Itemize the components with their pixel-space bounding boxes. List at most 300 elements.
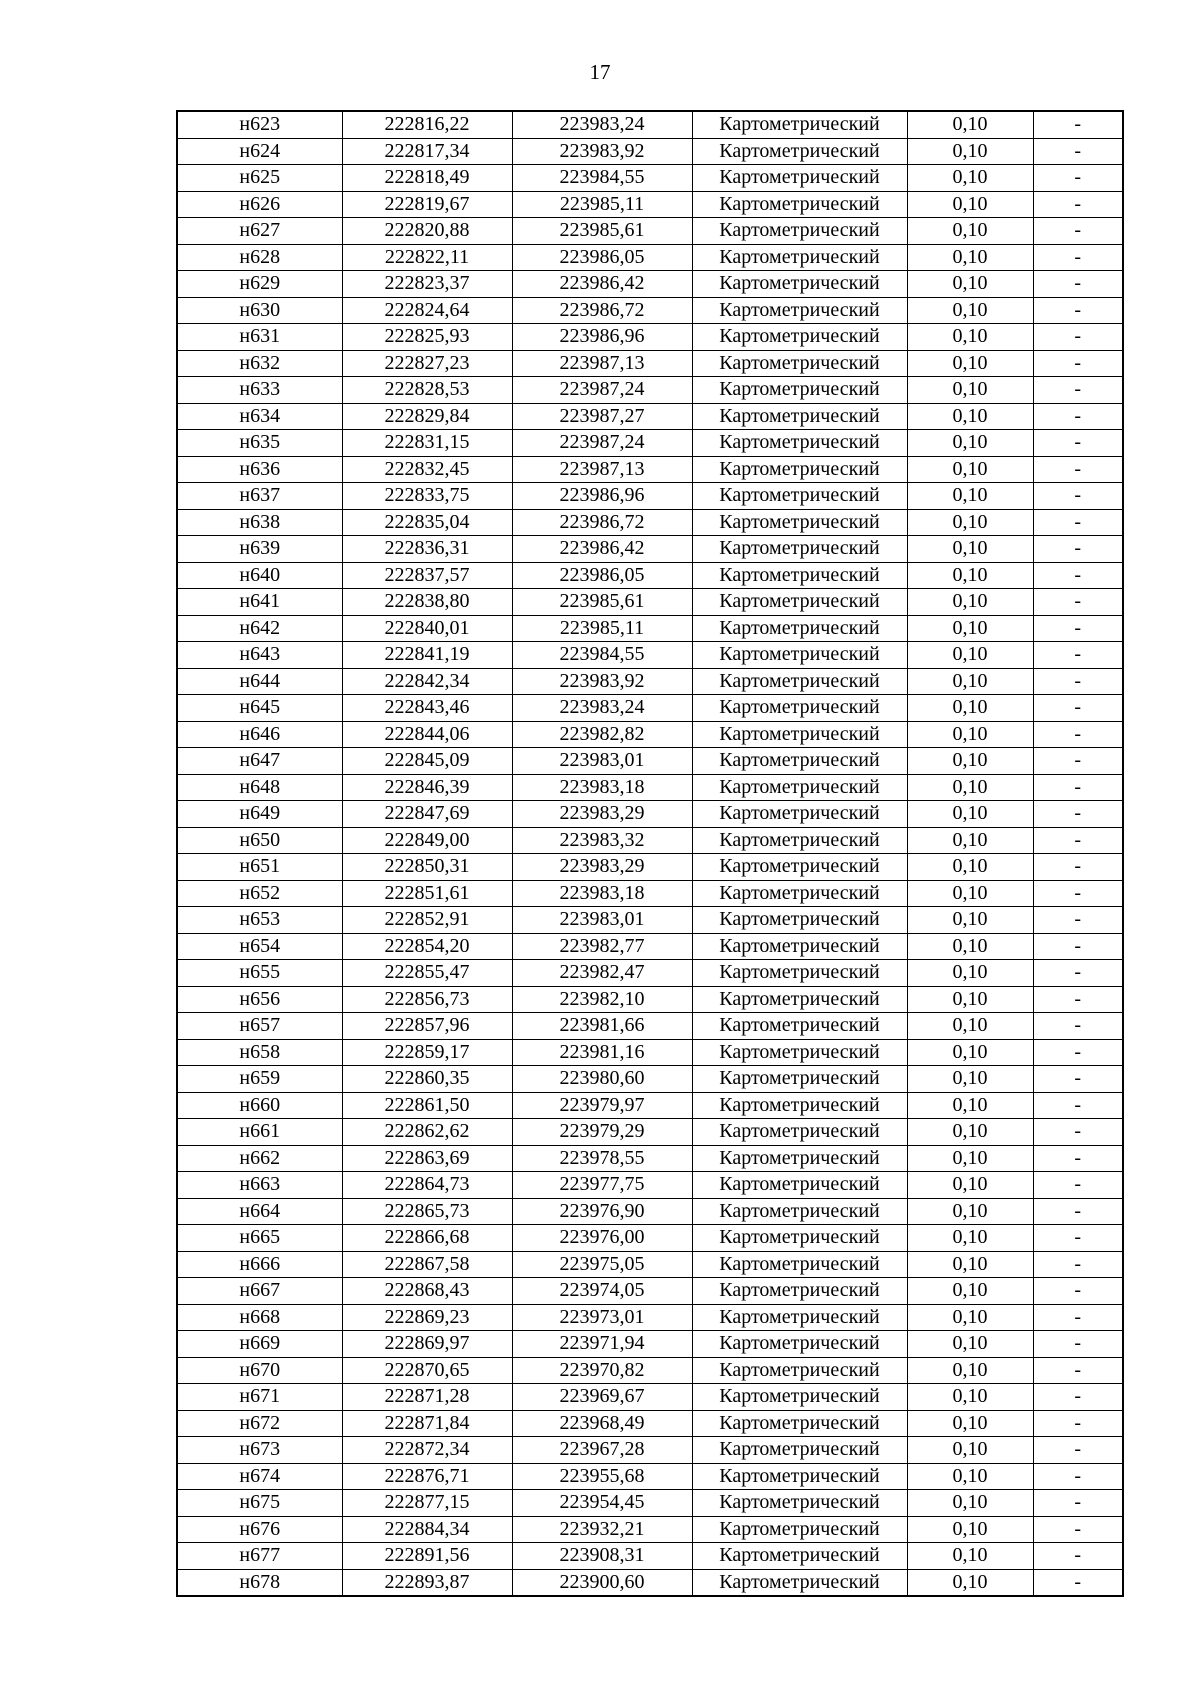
point-name-cell: н668 <box>177 1304 342 1331</box>
table-row <box>177 1463 1123 1490</box>
accuracy-cell: 0,10 <box>907 403 1033 430</box>
table-row <box>177 960 1123 987</box>
table-row <box>177 748 1123 775</box>
table-row <box>177 1013 1123 1040</box>
note-cell: - <box>1033 854 1123 881</box>
point-name-cell: н630 <box>177 297 342 324</box>
accuracy-cell: 0,10 <box>907 1251 1033 1278</box>
y-coordinate-cell: 223971,94 <box>512 1331 692 1358</box>
method-cell: Картометрический <box>692 1331 907 1358</box>
table-row <box>177 350 1123 377</box>
table-row <box>177 138 1123 165</box>
x-coordinate-cell: 222877,15 <box>342 1490 512 1517</box>
x-coordinate-cell: 222829,84 <box>342 403 512 430</box>
x-coordinate-cell: 222827,23 <box>342 350 512 377</box>
point-name-cell: н628 <box>177 244 342 271</box>
page-number: 17 <box>589 60 611 84</box>
accuracy-cell: 0,10 <box>907 1437 1033 1464</box>
point-name-cell: н643 <box>177 642 342 669</box>
x-coordinate-cell: 222820,88 <box>342 218 512 245</box>
note-cell: - <box>1033 589 1123 616</box>
x-coordinate-cell: 222861,50 <box>342 1092 512 1119</box>
y-coordinate-cell: 223983,01 <box>512 907 692 934</box>
table-row <box>177 1225 1123 1252</box>
table-row <box>177 111 1123 138</box>
accuracy-cell: 0,10 <box>907 324 1033 351</box>
y-coordinate-cell: 223983,18 <box>512 774 692 801</box>
table-row <box>177 483 1123 510</box>
y-coordinate-cell: 223983,92 <box>512 138 692 165</box>
x-coordinate-cell: 222891,56 <box>342 1543 512 1570</box>
table-row <box>177 1331 1123 1358</box>
note-cell: - <box>1033 774 1123 801</box>
accuracy-cell: 0,10 <box>907 1145 1033 1172</box>
x-coordinate-cell: 222841,19 <box>342 642 512 669</box>
y-coordinate-cell: 223976,90 <box>512 1198 692 1225</box>
note-cell: - <box>1033 668 1123 695</box>
x-coordinate-cell: 222871,84 <box>342 1410 512 1437</box>
method-cell: Картометрический <box>692 111 907 138</box>
x-coordinate-cell: 222817,34 <box>342 138 512 165</box>
x-coordinate-cell: 222855,47 <box>342 960 512 987</box>
point-name-cell: н623 <box>177 111 342 138</box>
method-cell: Картометрический <box>692 774 907 801</box>
x-coordinate-cell: 222846,39 <box>342 774 512 801</box>
y-coordinate-cell: 223982,77 <box>512 933 692 960</box>
method-cell: Картометрический <box>692 1278 907 1305</box>
table-row <box>177 218 1123 245</box>
y-coordinate-cell: 223975,05 <box>512 1251 692 1278</box>
table-row <box>177 854 1123 881</box>
accuracy-cell: 0,10 <box>907 1463 1033 1490</box>
note-cell: - <box>1033 642 1123 669</box>
accuracy-cell: 0,10 <box>907 615 1033 642</box>
method-cell: Картометрический <box>692 271 907 298</box>
y-coordinate-cell: 223983,24 <box>512 695 692 722</box>
point-name-cell: н659 <box>177 1066 342 1093</box>
method-cell: Картометрический <box>692 1251 907 1278</box>
accuracy-cell: 0,10 <box>907 1490 1033 1517</box>
method-cell: Картометрический <box>692 1092 907 1119</box>
note-cell: - <box>1033 960 1123 987</box>
y-coordinate-cell: 223969,67 <box>512 1384 692 1411</box>
point-name-cell: н664 <box>177 1198 342 1225</box>
point-name-cell: н638 <box>177 509 342 536</box>
y-coordinate-cell: 223981,66 <box>512 1013 692 1040</box>
accuracy-cell: 0,10 <box>907 642 1033 669</box>
x-coordinate-cell: 222856,73 <box>342 986 512 1013</box>
accuracy-cell: 0,10 <box>907 165 1033 192</box>
note-cell: - <box>1033 1119 1123 1146</box>
x-coordinate-cell: 222852,91 <box>342 907 512 934</box>
note-cell: - <box>1033 562 1123 589</box>
method-cell: Картометрический <box>692 509 907 536</box>
x-coordinate-cell: 222823,37 <box>342 271 512 298</box>
method-cell: Картометрический <box>692 377 907 404</box>
x-coordinate-cell: 222876,71 <box>342 1463 512 1490</box>
accuracy-cell: 0,10 <box>907 1119 1033 1146</box>
method-cell: Картометрический <box>692 138 907 165</box>
x-coordinate-cell: 222825,93 <box>342 324 512 351</box>
point-name-cell: н641 <box>177 589 342 616</box>
y-coordinate-cell: 223983,92 <box>512 668 692 695</box>
note-cell: - <box>1033 1145 1123 1172</box>
method-cell: Картометрический <box>692 244 907 271</box>
point-name-cell: н648 <box>177 774 342 801</box>
y-coordinate-cell: 223983,29 <box>512 801 692 828</box>
method-cell: Картометрический <box>692 1543 907 1570</box>
note-cell: - <box>1033 721 1123 748</box>
y-coordinate-cell: 223986,05 <box>512 562 692 589</box>
point-name-cell: н662 <box>177 1145 342 1172</box>
table-row <box>177 1357 1123 1384</box>
accuracy-cell: 0,10 <box>907 1331 1033 1358</box>
table-row <box>177 1251 1123 1278</box>
method-cell: Картометрический <box>692 1384 907 1411</box>
method-cell: Картометрический <box>692 297 907 324</box>
table-row <box>177 456 1123 483</box>
method-cell: Картометрический <box>692 430 907 457</box>
table-row <box>177 1278 1123 1305</box>
accuracy-cell: 0,10 <box>907 483 1033 510</box>
note-cell: - <box>1033 324 1123 351</box>
method-cell: Картометрический <box>692 1516 907 1543</box>
point-name-cell: н634 <box>177 403 342 430</box>
table-row <box>177 562 1123 589</box>
note-cell: - <box>1033 1463 1123 1490</box>
table-row <box>177 165 1123 192</box>
point-name-cell: н642 <box>177 615 342 642</box>
accuracy-cell: 0,10 <box>907 1013 1033 1040</box>
table-row <box>177 1039 1123 1066</box>
x-coordinate-cell: 222849,00 <box>342 827 512 854</box>
method-cell: Картометрический <box>692 1013 907 1040</box>
method-cell: Картометрический <box>692 1119 907 1146</box>
table-row <box>177 324 1123 351</box>
method-cell: Картометрический <box>692 456 907 483</box>
accuracy-cell: 0,10 <box>907 218 1033 245</box>
table-row <box>177 403 1123 430</box>
y-coordinate-cell: 223987,27 <box>512 403 692 430</box>
accuracy-cell: 0,10 <box>907 1172 1033 1199</box>
y-coordinate-cell: 223979,97 <box>512 1092 692 1119</box>
x-coordinate-cell: 222870,65 <box>342 1357 512 1384</box>
method-cell: Картометрический <box>692 589 907 616</box>
x-coordinate-cell: 222824,64 <box>342 297 512 324</box>
method-cell: Картометрический <box>692 218 907 245</box>
y-coordinate-cell: 223983,29 <box>512 854 692 881</box>
point-name-cell: н636 <box>177 456 342 483</box>
x-coordinate-cell: 222847,69 <box>342 801 512 828</box>
method-cell: Картометрический <box>692 880 907 907</box>
accuracy-cell: 0,10 <box>907 350 1033 377</box>
accuracy-cell: 0,10 <box>907 1410 1033 1437</box>
x-coordinate-cell: 222832,45 <box>342 456 512 483</box>
method-cell: Картометрический <box>692 642 907 669</box>
accuracy-cell: 0,10 <box>907 668 1033 695</box>
point-name-cell: н663 <box>177 1172 342 1199</box>
table-row <box>177 1384 1123 1411</box>
table-row <box>177 880 1123 907</box>
y-coordinate-cell: 223987,13 <box>512 350 692 377</box>
accuracy-cell: 0,10 <box>907 244 1033 271</box>
accuracy-cell: 0,10 <box>907 986 1033 1013</box>
table-row <box>177 668 1123 695</box>
note-cell: - <box>1033 933 1123 960</box>
method-cell: Картометрический <box>692 191 907 218</box>
table-row <box>177 297 1123 324</box>
y-coordinate-cell: 223985,11 <box>512 615 692 642</box>
accuracy-cell: 0,10 <box>907 1198 1033 1225</box>
x-coordinate-cell: 222884,34 <box>342 1516 512 1543</box>
point-name-cell: н631 <box>177 324 342 351</box>
y-coordinate-cell: 223982,10 <box>512 986 692 1013</box>
note-cell: - <box>1033 1251 1123 1278</box>
note-cell: - <box>1033 1039 1123 1066</box>
x-coordinate-cell: 222862,62 <box>342 1119 512 1146</box>
y-coordinate-cell: 223983,32 <box>512 827 692 854</box>
method-cell: Картометрический <box>692 1437 907 1464</box>
x-coordinate-cell: 222871,28 <box>342 1384 512 1411</box>
method-cell: Картометрический <box>692 1145 907 1172</box>
point-name-cell: н626 <box>177 191 342 218</box>
method-cell: Картометрический <box>692 960 907 987</box>
table-row <box>177 430 1123 457</box>
method-cell: Картометрический <box>692 1039 907 1066</box>
y-coordinate-cell: 223955,68 <box>512 1463 692 1490</box>
x-coordinate-cell: 222860,35 <box>342 1066 512 1093</box>
x-coordinate-cell: 222837,57 <box>342 562 512 589</box>
x-coordinate-cell: 222822,11 <box>342 244 512 271</box>
coordinates-table-body <box>177 111 1123 1596</box>
note-cell: - <box>1033 1543 1123 1570</box>
y-coordinate-cell: 223986,72 <box>512 297 692 324</box>
point-name-cell: н672 <box>177 1410 342 1437</box>
method-cell: Картометрический <box>692 827 907 854</box>
x-coordinate-cell: 222868,43 <box>342 1278 512 1305</box>
accuracy-cell: 0,10 <box>907 589 1033 616</box>
accuracy-cell: 0,10 <box>907 377 1033 404</box>
y-coordinate-cell: 223985,11 <box>512 191 692 218</box>
x-coordinate-cell: 222872,34 <box>342 1437 512 1464</box>
accuracy-cell: 0,10 <box>907 536 1033 563</box>
y-coordinate-cell: 223977,75 <box>512 1172 692 1199</box>
y-coordinate-cell: 223985,61 <box>512 218 692 245</box>
point-name-cell: н657 <box>177 1013 342 1040</box>
x-coordinate-cell: 222835,04 <box>342 509 512 536</box>
note-cell: - <box>1033 509 1123 536</box>
y-coordinate-cell: 223987,24 <box>512 430 692 457</box>
x-coordinate-cell: 222866,68 <box>342 1225 512 1252</box>
point-name-cell: н645 <box>177 695 342 722</box>
accuracy-cell: 0,10 <box>907 271 1033 298</box>
table-row <box>177 933 1123 960</box>
method-cell: Картометрический <box>692 986 907 1013</box>
table-row <box>177 986 1123 1013</box>
note-cell: - <box>1033 297 1123 324</box>
point-name-cell: н670 <box>177 1357 342 1384</box>
method-cell: Картометрический <box>692 615 907 642</box>
method-cell: Картометрический <box>692 1172 907 1199</box>
y-coordinate-cell: 223983,18 <box>512 880 692 907</box>
x-coordinate-cell: 222836,31 <box>342 536 512 563</box>
note-cell: - <box>1033 1516 1123 1543</box>
point-name-cell: н646 <box>177 721 342 748</box>
table-row <box>177 907 1123 934</box>
table-row <box>177 509 1123 536</box>
y-coordinate-cell: 223979,29 <box>512 1119 692 1146</box>
point-name-cell: н676 <box>177 1516 342 1543</box>
y-coordinate-cell: 223983,24 <box>512 111 692 138</box>
y-coordinate-cell: 223986,05 <box>512 244 692 271</box>
x-coordinate-cell: 222842,34 <box>342 668 512 695</box>
note-cell: - <box>1033 986 1123 1013</box>
point-name-cell: н637 <box>177 483 342 510</box>
note-cell: - <box>1033 403 1123 430</box>
method-cell: Картометрический <box>692 801 907 828</box>
point-name-cell: н633 <box>177 377 342 404</box>
y-coordinate-cell: 223983,01 <box>512 748 692 775</box>
x-coordinate-cell: 222831,15 <box>342 430 512 457</box>
point-name-cell: н635 <box>177 430 342 457</box>
x-coordinate-cell: 222859,17 <box>342 1039 512 1066</box>
x-coordinate-cell: 222854,20 <box>342 933 512 960</box>
note-cell: - <box>1033 536 1123 563</box>
note-cell: - <box>1033 1357 1123 1384</box>
x-coordinate-cell: 222840,01 <box>342 615 512 642</box>
table-row <box>177 536 1123 563</box>
accuracy-cell: 0,10 <box>907 1278 1033 1305</box>
accuracy-cell: 0,10 <box>907 1357 1033 1384</box>
method-cell: Картометрический <box>692 1304 907 1331</box>
note-cell: - <box>1033 456 1123 483</box>
x-coordinate-cell: 222838,80 <box>342 589 512 616</box>
table-row <box>177 191 1123 218</box>
accuracy-cell: 0,10 <box>907 1066 1033 1093</box>
table-row <box>177 589 1123 616</box>
y-coordinate-cell: 223908,31 <box>512 1543 692 1570</box>
note-cell: - <box>1033 1331 1123 1358</box>
note-cell: - <box>1033 191 1123 218</box>
point-name-cell: н652 <box>177 880 342 907</box>
note-cell: - <box>1033 430 1123 457</box>
method-cell: Картометрический <box>692 854 907 881</box>
y-coordinate-cell: 223976,00 <box>512 1225 692 1252</box>
point-name-cell: н667 <box>177 1278 342 1305</box>
note-cell: - <box>1033 218 1123 245</box>
table-row <box>177 1543 1123 1570</box>
y-coordinate-cell: 223985,61 <box>512 589 692 616</box>
method-cell: Картометрический <box>692 907 907 934</box>
x-coordinate-cell: 222844,06 <box>342 721 512 748</box>
method-cell: Картометрический <box>692 536 907 563</box>
x-coordinate-cell: 222863,69 <box>342 1145 512 1172</box>
point-name-cell: н653 <box>177 907 342 934</box>
point-name-cell: н666 <box>177 1251 342 1278</box>
note-cell: - <box>1033 615 1123 642</box>
method-cell: Картометрический <box>692 1410 907 1437</box>
y-coordinate-cell: 223978,55 <box>512 1145 692 1172</box>
method-cell: Картометрический <box>692 562 907 589</box>
point-name-cell: н674 <box>177 1463 342 1490</box>
table-row <box>177 827 1123 854</box>
accuracy-cell: 0,10 <box>907 933 1033 960</box>
x-coordinate-cell: 222819,67 <box>342 191 512 218</box>
note-cell: - <box>1033 1172 1123 1199</box>
point-name-cell: н629 <box>177 271 342 298</box>
x-coordinate-cell: 222850,31 <box>342 854 512 881</box>
accuracy-cell: 0,10 <box>907 1304 1033 1331</box>
note-cell: - <box>1033 111 1123 138</box>
point-name-cell: н675 <box>177 1490 342 1517</box>
method-cell: Картометрический <box>692 721 907 748</box>
x-coordinate-cell: 222843,46 <box>342 695 512 722</box>
y-coordinate-cell: 223987,13 <box>512 456 692 483</box>
x-coordinate-cell: 222818,49 <box>342 165 512 192</box>
note-cell: - <box>1033 165 1123 192</box>
x-coordinate-cell: 222867,58 <box>342 1251 512 1278</box>
table-row <box>177 1569 1123 1596</box>
accuracy-cell: 0,10 <box>907 138 1033 165</box>
note-cell: - <box>1033 1278 1123 1305</box>
note-cell: - <box>1033 271 1123 298</box>
accuracy-cell: 0,10 <box>907 1039 1033 1066</box>
table-row <box>177 1119 1123 1146</box>
note-cell: - <box>1033 907 1123 934</box>
note-cell: - <box>1033 1304 1123 1331</box>
x-coordinate-cell: 222857,96 <box>342 1013 512 1040</box>
x-coordinate-cell: 222893,87 <box>342 1569 512 1596</box>
note-cell: - <box>1033 377 1123 404</box>
accuracy-cell: 0,10 <box>907 456 1033 483</box>
method-cell: Картометрический <box>692 1569 907 1596</box>
note-cell: - <box>1033 1013 1123 1040</box>
y-coordinate-cell: 223980,60 <box>512 1066 692 1093</box>
x-coordinate-cell: 222869,23 <box>342 1304 512 1331</box>
method-cell: Картометрический <box>692 1198 907 1225</box>
accuracy-cell: 0,10 <box>907 695 1033 722</box>
accuracy-cell: 0,10 <box>907 430 1033 457</box>
note-cell: - <box>1033 1092 1123 1119</box>
note-cell: - <box>1033 1225 1123 1252</box>
point-name-cell: н627 <box>177 218 342 245</box>
method-cell: Картометрический <box>692 1066 907 1093</box>
point-name-cell: н673 <box>177 1437 342 1464</box>
note-cell: - <box>1033 1066 1123 1093</box>
table-row <box>177 244 1123 271</box>
x-coordinate-cell: 222851,61 <box>342 880 512 907</box>
note-cell: - <box>1033 801 1123 828</box>
point-name-cell: н669 <box>177 1331 342 1358</box>
method-cell: Картометрический <box>692 668 907 695</box>
method-cell: Картометрический <box>692 483 907 510</box>
note-cell: - <box>1033 350 1123 377</box>
table-row <box>177 1145 1123 1172</box>
table-row <box>177 1304 1123 1331</box>
y-coordinate-cell: 223987,24 <box>512 377 692 404</box>
table-row <box>177 271 1123 298</box>
point-name-cell: н644 <box>177 668 342 695</box>
method-cell: Картометрический <box>692 403 907 430</box>
x-coordinate-cell: 222845,09 <box>342 748 512 775</box>
x-coordinate-cell: 222869,97 <box>342 1331 512 1358</box>
method-cell: Картометрический <box>692 695 907 722</box>
note-cell: - <box>1033 1437 1123 1464</box>
point-name-cell: н654 <box>177 933 342 960</box>
point-name-cell: н655 <box>177 960 342 987</box>
accuracy-cell: 0,10 <box>907 960 1033 987</box>
accuracy-cell: 0,10 <box>907 1543 1033 1570</box>
